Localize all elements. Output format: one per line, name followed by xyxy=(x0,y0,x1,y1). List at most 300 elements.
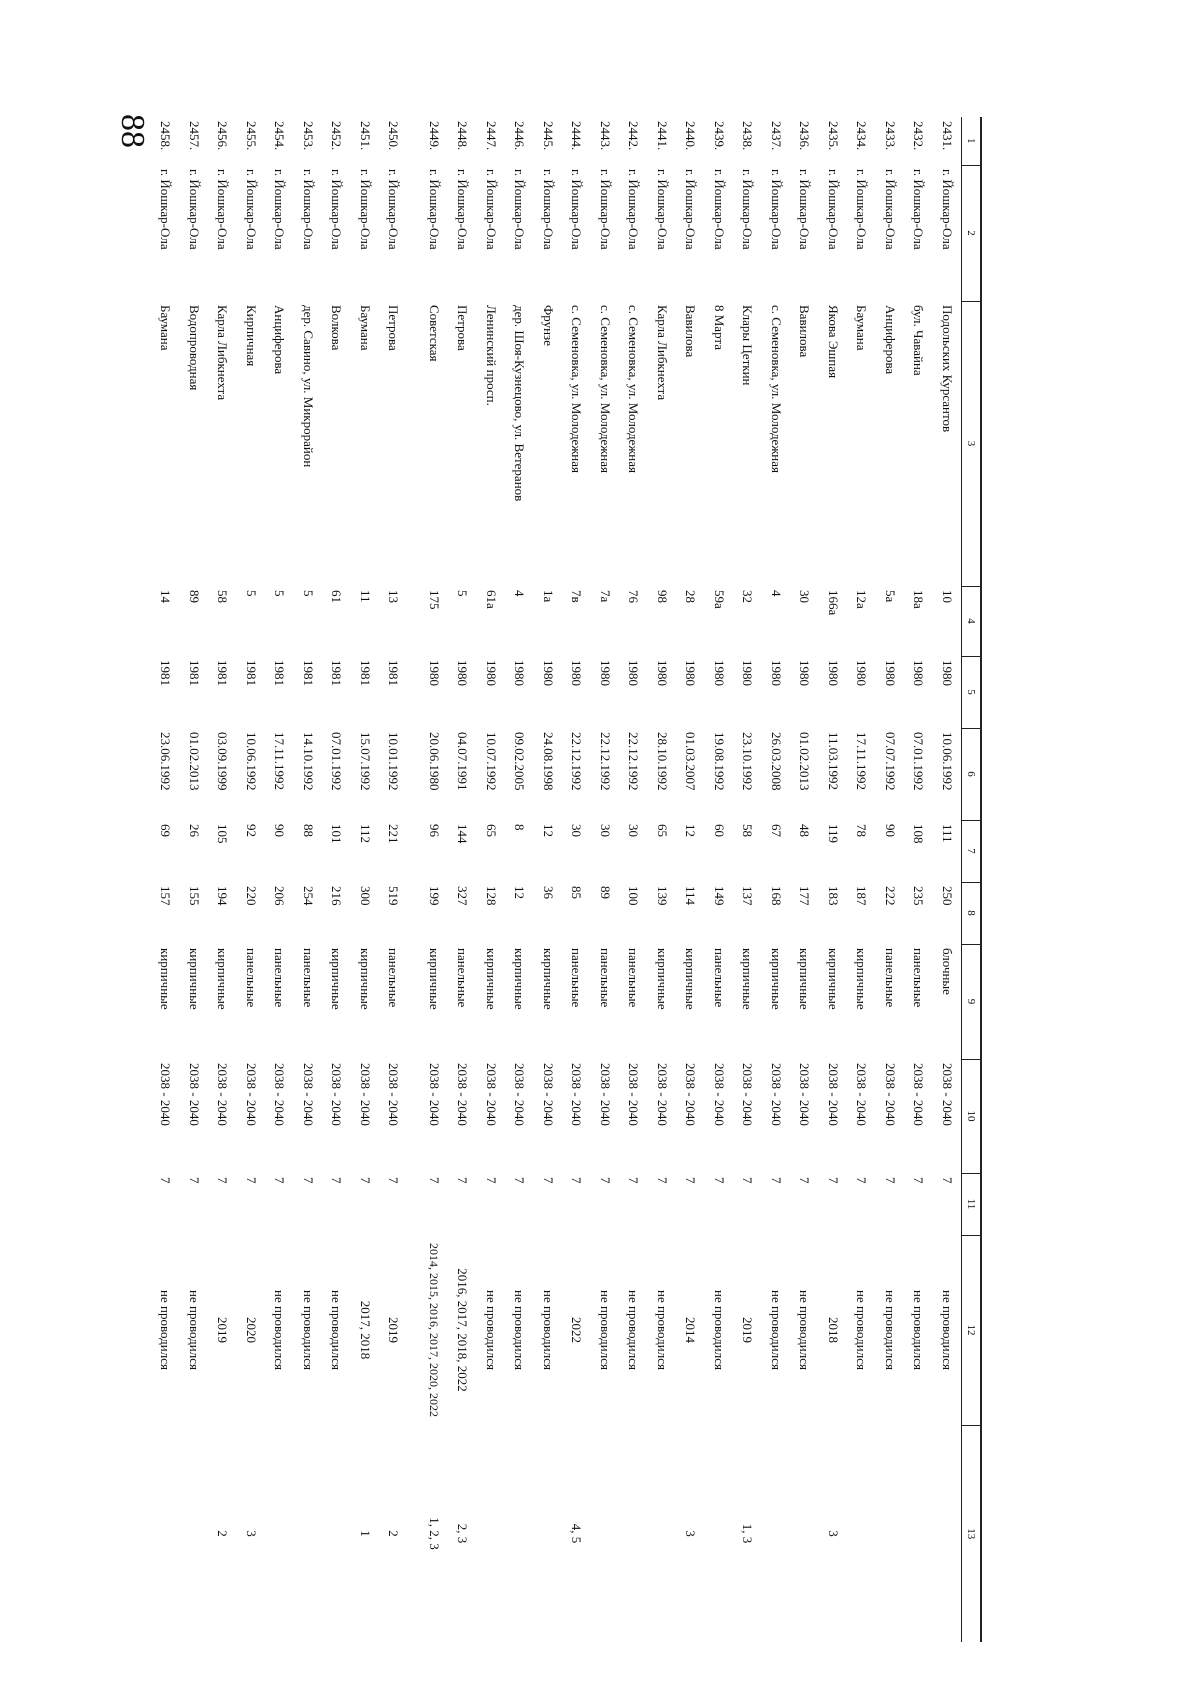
city: г. Йошкар-Ола xyxy=(597,169,613,250)
column-header: 8 xyxy=(962,882,982,944)
wall-material: панельные xyxy=(711,948,727,1008)
residents-count: 177 xyxy=(797,886,813,906)
street: Анциферова xyxy=(272,305,288,375)
table-row xyxy=(351,117,380,1642)
street: дер. Шоя-Кузнецово, ул. Ветеранов xyxy=(512,305,528,502)
wall-material: кирпичные xyxy=(540,948,556,1010)
apartments-count: 58 xyxy=(740,824,756,837)
repair-years: не проводился xyxy=(854,1290,870,1370)
registration-date: 07.01.1992 xyxy=(329,732,345,791)
street: Петрова xyxy=(455,305,471,351)
row-number: 2454. xyxy=(272,121,288,151)
wall-material: панельные xyxy=(455,948,471,1008)
residents-count: 206 xyxy=(272,886,288,906)
residents-count: 216 xyxy=(329,886,345,906)
service-types: 7 xyxy=(386,1177,402,1184)
service-codes: 2 xyxy=(386,1530,402,1537)
table-row xyxy=(847,117,876,1642)
table-row xyxy=(619,117,648,1642)
year-built: 1980 xyxy=(654,660,670,686)
registration-date: 23.10.1992 xyxy=(740,732,756,791)
apartments-count: 111 xyxy=(939,824,955,843)
service-types: 7 xyxy=(243,1177,259,1184)
column-header: 7 xyxy=(962,820,982,882)
table-row xyxy=(294,117,323,1642)
planned-period: 2038 - 2040 xyxy=(797,1063,813,1126)
repair-years: не проводился xyxy=(768,1290,784,1370)
table-header xyxy=(962,117,982,1642)
service-types: 7 xyxy=(215,1177,231,1184)
service-codes xyxy=(876,1425,905,1642)
street: Фрунзе xyxy=(540,305,556,346)
registration-date: 01.02.2013 xyxy=(186,732,202,791)
row-number: 2438. xyxy=(740,121,756,151)
year-built: 1980 xyxy=(540,660,556,686)
service-codes: 1 xyxy=(357,1530,373,1537)
repair-years: не проводился xyxy=(797,1290,813,1370)
wall-material: панельные xyxy=(597,948,613,1008)
row-number: 2447. xyxy=(483,121,499,151)
street: Карла Либкнехта xyxy=(654,305,670,401)
city: г. Йошкар-Ола xyxy=(911,169,927,250)
apartments-count: 26 xyxy=(186,824,202,837)
street: с. Семеновка, ул. Молодежная xyxy=(569,305,585,474)
row-number: 2457. xyxy=(186,121,202,151)
service-types: 7 xyxy=(768,1177,784,1184)
apartments-count: 108 xyxy=(911,824,927,844)
service-types: 7 xyxy=(654,1177,670,1184)
year-built: 1981 xyxy=(186,660,202,686)
apartments-count: 48 xyxy=(797,824,813,837)
row-number: 2452. xyxy=(329,121,345,151)
service-codes: 3 xyxy=(683,1530,699,1537)
wall-material: кирпичные xyxy=(483,948,499,1010)
service-codes xyxy=(933,1425,962,1642)
service-codes xyxy=(294,1425,323,1642)
service-types: 7 xyxy=(882,1177,898,1184)
service-types: 7 xyxy=(626,1177,642,1184)
wall-material: кирпичные xyxy=(768,948,784,1010)
apartments-count: 30 xyxy=(569,824,585,837)
street: Клары Цеткин xyxy=(740,305,756,386)
wall-material: блочные xyxy=(939,948,955,995)
planned-period: 2038 - 2040 xyxy=(386,1063,402,1126)
house-number: 30 xyxy=(797,590,813,603)
service-codes xyxy=(591,1425,620,1642)
repair-years: не проводился xyxy=(711,1290,727,1370)
service-codes: 2 xyxy=(215,1530,231,1537)
row-number: 2453. xyxy=(300,121,316,151)
service-types: 7 xyxy=(711,1177,727,1184)
row-number: 2434. xyxy=(854,121,870,151)
city: г. Йошкар-Ола xyxy=(683,169,699,250)
planned-period: 2038 - 2040 xyxy=(540,1063,556,1126)
wall-material: панельные xyxy=(569,948,585,1008)
registration-date: 20.06.1980 xyxy=(426,732,442,791)
registration-date: 07.01.1992 xyxy=(911,732,927,791)
city: г. Йошкар-Ола xyxy=(797,169,813,250)
repair-years: 2022 xyxy=(569,1317,585,1343)
planned-period: 2038 - 2040 xyxy=(911,1063,927,1126)
apartments-count: 12 xyxy=(540,824,556,837)
city: г. Йошкар-Ола xyxy=(329,169,345,250)
house-number: 1а xyxy=(540,590,556,603)
table-row xyxy=(534,117,563,1642)
apartments-count: 65 xyxy=(654,824,670,837)
city: г. Йошкар-Ола xyxy=(357,169,373,250)
house-number: 13 xyxy=(386,590,402,603)
row-number: 2445. xyxy=(540,121,556,151)
house-number: 5 xyxy=(272,590,288,597)
year-built: 1981 xyxy=(386,660,402,686)
planned-period: 2038 - 2040 xyxy=(854,1063,870,1126)
wall-material: кирпичные xyxy=(329,948,345,1010)
row-number: 2449. xyxy=(426,121,442,151)
repair-years: 2017, 2018 xyxy=(357,1300,373,1360)
residents-count: 36 xyxy=(540,886,556,899)
registration-date: 11.03.1992 xyxy=(825,732,841,791)
residents-count: 235 xyxy=(911,886,927,906)
wall-material: кирпичные xyxy=(512,948,528,1010)
row-gap xyxy=(408,117,420,1642)
repair-years: не проводился xyxy=(272,1290,288,1370)
apartments-count: 67 xyxy=(768,824,784,837)
house-number: 18а xyxy=(911,590,927,609)
service-codes xyxy=(477,1425,506,1642)
column-header: 2 xyxy=(962,165,982,301)
table-row xyxy=(904,117,933,1642)
service-types: 7 xyxy=(854,1177,870,1184)
registration-date: 10.07.1992 xyxy=(483,732,499,791)
apartments-count: 30 xyxy=(626,824,642,837)
city: г. Йошкар-Ола xyxy=(740,169,756,250)
service-codes: 2, 3 xyxy=(455,1523,471,1544)
residents-count: 250 xyxy=(939,886,955,906)
wall-material: кирпичные xyxy=(158,948,174,1010)
registration-date: 22.12.1992 xyxy=(597,732,613,791)
service-codes xyxy=(151,1425,180,1642)
house-number: 7в xyxy=(569,590,585,603)
city: г. Йошкар-Ола xyxy=(186,169,202,250)
service-types: 7 xyxy=(455,1177,471,1184)
year-built: 1980 xyxy=(711,660,727,686)
row-number: 2433. xyxy=(882,121,898,151)
table-row xyxy=(151,117,180,1642)
wall-material: панельные xyxy=(911,948,927,1008)
planned-period: 2038 - 2040 xyxy=(825,1063,841,1126)
planned-period: 2038 - 2040 xyxy=(768,1063,784,1126)
city: г. Йошкар-Ола xyxy=(569,169,585,250)
residents-count: 128 xyxy=(483,886,499,906)
registration-date: 23.06.1992 xyxy=(158,732,174,791)
wall-material: кирпичные xyxy=(654,948,670,1010)
street: Подольских Курсантов xyxy=(939,305,955,433)
city: г. Йошкар-Ола xyxy=(483,169,499,250)
page-number: 88 xyxy=(114,114,151,148)
apartments-count: 78 xyxy=(854,824,870,837)
repair-years: не проводился xyxy=(512,1290,528,1370)
registration-date: 10.06.1992 xyxy=(939,732,955,791)
street: Анциферова xyxy=(882,305,898,375)
repair-years: 2020 xyxy=(243,1317,259,1343)
street: Кирпичная xyxy=(243,305,259,367)
registration-date: 17.11.1992 xyxy=(272,732,288,791)
residents-count: 183 xyxy=(825,886,841,906)
service-codes xyxy=(619,1425,648,1642)
row-number: 2439. xyxy=(711,121,727,151)
year-built: 1980 xyxy=(768,660,784,686)
row-number: 2435. xyxy=(825,121,841,151)
table-row xyxy=(180,117,209,1642)
city: г. Йошкар-Ола xyxy=(386,169,402,250)
wall-material: кирпичные xyxy=(186,948,202,1010)
service-types: 7 xyxy=(597,1177,613,1184)
repair-years: не проводился xyxy=(329,1290,345,1370)
service-types: 7 xyxy=(683,1177,699,1184)
registration-date: 07.07.1992 xyxy=(882,732,898,791)
house-number: 89 xyxy=(186,590,202,603)
table-row xyxy=(379,117,408,1642)
repair-years: 2019 xyxy=(386,1317,402,1343)
wall-material: панельные xyxy=(626,948,642,1008)
planned-period: 2038 - 2040 xyxy=(158,1063,174,1126)
service-types: 7 xyxy=(797,1177,813,1184)
repair-years: 2019 xyxy=(215,1317,231,1343)
table-row xyxy=(265,117,294,1642)
apartments-count: 60 xyxy=(711,824,727,837)
service-types: 7 xyxy=(512,1177,528,1184)
residents-count: 139 xyxy=(654,886,670,906)
planned-period: 2038 - 2040 xyxy=(272,1063,288,1126)
column-header: 3 xyxy=(962,301,982,586)
planned-period: 2038 - 2040 xyxy=(569,1063,585,1126)
row-number: 2444. xyxy=(569,121,585,151)
street: с. Семеновка, ул. Молодежная xyxy=(768,305,784,474)
planned-period: 2038 - 2040 xyxy=(882,1063,898,1126)
year-built: 1981 xyxy=(243,660,259,686)
wall-material: кирпичные xyxy=(426,948,442,1010)
residents-count: 155 xyxy=(186,886,202,906)
planned-period: 2038 - 2040 xyxy=(455,1063,471,1126)
year-built: 1981 xyxy=(300,660,316,686)
repair-years: 2014 xyxy=(683,1317,699,1343)
row-number: 2455. xyxy=(243,121,259,151)
wall-material: кирпичные xyxy=(683,948,699,1010)
house-number: 5 xyxy=(455,590,471,597)
apartments-count: 12 xyxy=(683,824,699,837)
service-codes xyxy=(322,1425,351,1642)
apartments-count: 112 xyxy=(357,824,373,844)
residents-count: 199 xyxy=(426,886,442,906)
residents-count: 137 xyxy=(740,886,756,906)
apartments-count: 69 xyxy=(158,824,174,837)
street: Якова Эшпая xyxy=(825,305,841,379)
residents-count: 100 xyxy=(626,886,642,906)
year-built: 1980 xyxy=(882,660,898,686)
residents-count: 222 xyxy=(882,886,898,906)
table-row xyxy=(448,117,477,1642)
table-row xyxy=(733,117,762,1642)
residents-count: 220 xyxy=(243,886,259,906)
service-codes: 4, 5 xyxy=(569,1523,585,1544)
repair-years: 2019 xyxy=(740,1317,756,1343)
residents-count: 89 xyxy=(597,886,613,899)
table-row xyxy=(819,117,848,1642)
year-built: 1981 xyxy=(329,660,345,686)
house-number: 14 xyxy=(158,590,174,603)
residents-count: 519 xyxy=(386,886,402,906)
registration-date: 26.03.2008 xyxy=(768,732,784,791)
house-number: 59а xyxy=(711,590,727,609)
service-codes xyxy=(762,1425,791,1642)
residents-count: 194 xyxy=(215,886,231,906)
wall-material: кирпичные xyxy=(740,948,756,1010)
year-built: 1980 xyxy=(483,660,499,686)
house-number: 76 xyxy=(626,590,642,603)
wall-material: панельные xyxy=(882,948,898,1008)
planned-period: 2038 - 2040 xyxy=(186,1063,202,1126)
table-row xyxy=(562,117,591,1642)
city: г. Йошкар-Ола xyxy=(825,169,841,250)
table-row xyxy=(762,117,791,1642)
wall-material: кирпичные xyxy=(854,948,870,1010)
repair-years: не проводился xyxy=(540,1290,556,1370)
street: бул. Чавайна xyxy=(911,305,927,376)
year-built: 1980 xyxy=(854,660,870,686)
table-row xyxy=(420,117,449,1642)
apartments-count: 105 xyxy=(215,824,231,844)
house-number: 4 xyxy=(768,590,784,597)
house-number: 61 xyxy=(329,590,345,603)
planned-period: 2038 - 2040 xyxy=(654,1063,670,1126)
house-number: 5 xyxy=(243,590,259,597)
service-types: 7 xyxy=(357,1177,373,1184)
planned-period: 2038 - 2040 xyxy=(329,1063,345,1126)
residents-count: 254 xyxy=(300,886,316,906)
residents-count: 157 xyxy=(158,886,174,906)
apartments-count: 65 xyxy=(483,824,499,837)
row-number: 2456. xyxy=(215,121,231,151)
table-row xyxy=(477,117,506,1642)
apartments-count: 101 xyxy=(329,824,345,844)
house-number: 166а xyxy=(825,590,841,616)
residents-count: 114 xyxy=(683,886,699,906)
planned-period: 2038 - 2040 xyxy=(939,1063,955,1126)
apartments-count: 144 xyxy=(455,824,471,844)
house-number: 10 xyxy=(939,590,955,603)
service-codes xyxy=(505,1425,534,1642)
repair-years: 2018 xyxy=(825,1317,841,1343)
street: Водопроводная xyxy=(186,305,202,391)
year-built: 1980 xyxy=(825,660,841,686)
repair-years: не проводился xyxy=(483,1290,499,1370)
column-header: 12 xyxy=(962,1235,982,1425)
column-header: 1 xyxy=(962,117,982,165)
service-types: 7 xyxy=(329,1177,345,1184)
city: г. Йошкар-Ола xyxy=(512,169,528,250)
service-types: 7 xyxy=(569,1177,585,1184)
wall-material: панельные xyxy=(272,948,288,1008)
table-row xyxy=(505,117,534,1642)
service-types: 7 xyxy=(272,1177,288,1184)
house-number: 175 xyxy=(426,590,442,610)
header-row xyxy=(962,117,982,1642)
service-types: 7 xyxy=(911,1177,927,1184)
registration-date: 01.02.2013 xyxy=(797,732,813,791)
registration-date: 10.01.1992 xyxy=(386,732,402,791)
planned-period: 2038 - 2040 xyxy=(711,1063,727,1126)
city: г. Йошкар-Ола xyxy=(215,169,231,250)
wall-material: кирпичные xyxy=(825,948,841,1010)
row-number: 2441. xyxy=(654,121,670,151)
repair-years: не проводился xyxy=(158,1290,174,1370)
street: с. Семеновка, ул. Молодежная xyxy=(597,305,613,474)
registration-date: 10.06.1992 xyxy=(243,732,259,791)
street: Волкова xyxy=(329,305,345,351)
wall-material: панельные xyxy=(386,948,402,1008)
street: Вавилова xyxy=(797,305,813,358)
planned-period: 2038 - 2040 xyxy=(483,1063,499,1126)
service-codes xyxy=(534,1425,563,1642)
row-number: 2442. xyxy=(626,121,642,151)
city: г. Йошкар-Ола xyxy=(768,169,784,250)
table-row xyxy=(322,117,351,1642)
service-types: 7 xyxy=(158,1177,174,1184)
service-codes xyxy=(847,1425,876,1642)
apartments-count: 88 xyxy=(300,824,316,837)
planned-period: 2038 - 2040 xyxy=(243,1063,259,1126)
house-number: 7а xyxy=(597,590,613,603)
year-built: 1980 xyxy=(740,660,756,686)
street: дер. Савино, ул. Микрорайон xyxy=(300,305,316,468)
apartments-count: 90 xyxy=(882,824,898,837)
year-built: 1981 xyxy=(158,660,174,686)
registration-date: 09.02.2005 xyxy=(512,732,528,791)
street: Баумана xyxy=(158,305,174,351)
year-built: 1980 xyxy=(426,660,442,686)
repair-years: не проводился xyxy=(882,1290,898,1370)
row-number: 2448. xyxy=(455,121,471,151)
street: Карла Либкнехта xyxy=(215,305,231,401)
service-types: 7 xyxy=(740,1177,756,1184)
gap-cell xyxy=(408,117,420,1642)
service-types: 7 xyxy=(483,1177,499,1184)
residents-count: 12 xyxy=(512,886,528,899)
service-types: 7 xyxy=(540,1177,556,1184)
residents-count: 85 xyxy=(569,886,585,899)
row-number: 2437. xyxy=(768,121,784,151)
registration-date: 01.03.2007 xyxy=(683,732,699,791)
registration-date: 22.12.1992 xyxy=(626,732,642,791)
wall-material: панельные xyxy=(243,948,259,1008)
row-number: 2436. xyxy=(797,121,813,151)
house-number: 58 xyxy=(215,590,231,603)
house-number: 28 xyxy=(683,590,699,603)
table-row xyxy=(705,117,734,1642)
apartments-count: 30 xyxy=(597,824,613,837)
street: с. Семеновка, ул. Молодежная xyxy=(626,305,642,474)
table-row xyxy=(648,117,677,1642)
service-types: 7 xyxy=(186,1177,202,1184)
house-number: 4 xyxy=(512,590,528,597)
street: Вавилова xyxy=(683,305,699,358)
table-row xyxy=(933,117,962,1642)
repair-years: не проводился xyxy=(911,1290,927,1370)
house-number: 11 xyxy=(357,590,373,603)
column-header: 4 xyxy=(962,586,982,656)
row-number: 2431. xyxy=(939,121,955,151)
residents-count: 149 xyxy=(711,886,727,906)
